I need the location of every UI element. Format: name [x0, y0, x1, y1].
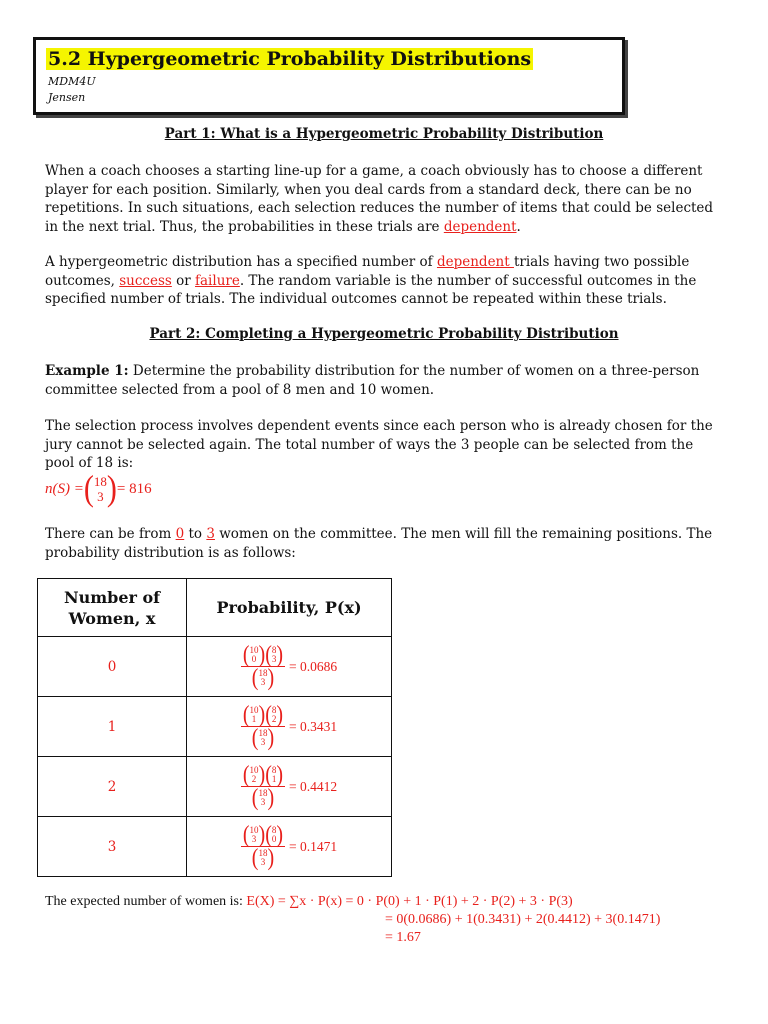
range-text-c: women on the committee. The men will fill the remaining positions. The probability distribution is as follows:	[45, 526, 713, 561]
binomial: ( 10 1 )	[242, 701, 266, 729]
probability-value: = 0.3431	[289, 718, 338, 734]
keyword-failure: failure	[195, 272, 240, 289]
binom-top: 18	[258, 788, 268, 798]
binom-top: 18	[258, 848, 268, 858]
binom-top: 8	[271, 765, 277, 775]
part1-p2-text-a: A hypergeometric distribution has a specified number of	[45, 254, 437, 270]
probability-value: = 0.0686	[289, 658, 338, 674]
cell-probability	[187, 757, 392, 817]
col1-line1: Number of	[63, 587, 161, 607]
binom-top: 10	[249, 765, 259, 775]
table-row	[38, 757, 392, 817]
cell-x: 3	[38, 817, 187, 877]
keyword-dependent-2: dependent	[436, 254, 514, 270]
part1-paragraph-1	[45, 162, 725, 236]
expected-label: The expected number of women is:	[45, 894, 247, 909]
binomial: ( 18 3 )	[251, 664, 275, 692]
binomial: ( 18 3 )	[251, 784, 275, 812]
probability-value: = 0.1471	[289, 838, 338, 854]
binom-top: 10	[249, 825, 259, 835]
binom-top: 10	[249, 705, 259, 715]
range-max: 3	[206, 526, 215, 542]
binom-bottom: 3	[260, 857, 266, 867]
expected-line-1: E(X) = ∑x · P(x) = 0 · P(0) + 1 · P(1) + 2 · P(2) + 3 · P(3)	[246, 894, 573, 909]
probability-fraction	[241, 821, 338, 872]
expected-value	[45, 893, 725, 912]
selection-paragraph: The selection process involves dependent events since each person who is already chosen for the jury cannot be selected again. The total number of ways the 3 people can be selected from the pool of 18 is:	[45, 418, 713, 471]
probability-value: = 0.4412	[289, 778, 338, 794]
probability-fraction	[241, 701, 338, 752]
teacher-name: Jensen	[48, 91, 86, 104]
binom-bottom: 3	[271, 654, 277, 664]
binom-bottom: 3	[260, 797, 266, 807]
part1-p2-text-d: . The random variable is the number of successful outcomes in the specified number of trials. The individual outcomes cannot be repeated within these trials.	[45, 272, 697, 307]
sample-space-formula	[45, 468, 725, 509]
cell-x: 2	[38, 757, 187, 817]
part1-p1-text: When a coach chooses a starting line-up for a game, a coach obviously has to choose a different player for each position. Similarly, when you deal cards from a standard deck, there can be no repetitions. In such situations, each selection reduces the number of items that could be selected in the next trial. Thus, the probabilities in these trials are	[45, 163, 714, 235]
example-1	[45, 362, 725, 399]
range-text-b: to	[184, 526, 207, 542]
probability-distribution-table	[37, 578, 392, 877]
binom-bottom: 3	[260, 677, 266, 687]
binom-bottom: 3	[251, 834, 257, 844]
keyword-dependent: dependent	[443, 218, 517, 235]
binom-top: 18	[93, 474, 107, 489]
probability-fraction	[241, 641, 338, 692]
binom-bottom: 0	[251, 654, 257, 664]
binom-top: 8	[271, 705, 277, 715]
binomial: ( 18 3 )	[251, 844, 275, 872]
binom-top: 10	[249, 645, 259, 655]
binom-bottom: 2	[271, 714, 277, 724]
binomial: ( 10 3 )	[242, 821, 266, 849]
example-label: Example 1:	[45, 363, 129, 379]
range-min: 0	[175, 526, 185, 542]
binomial: ( 8 2 )	[265, 701, 284, 729]
binom-bottom: 2	[251, 774, 257, 784]
cell-probability	[187, 637, 392, 697]
keyword-success: success	[119, 272, 172, 289]
range-text-a: There can be from	[45, 526, 176, 542]
part1-p2-text-c: or	[171, 272, 196, 289]
probability-fraction	[241, 761, 338, 812]
col1-line2: Women, x	[68, 608, 156, 628]
table-row	[38, 697, 392, 757]
table-row	[38, 637, 392, 697]
example-text: Determine the probability distribution for the number of women on a three-person committee selected from a pool of 8 men and 10 women.	[45, 363, 700, 398]
binomial: ( 8 3 )	[265, 641, 284, 669]
binomial-18-3: ( 18 3 )	[83, 468, 117, 509]
range-paragraph	[45, 525, 725, 562]
part2-heading: Part 2: Completing a Hypergeometric Probability Distribution	[149, 326, 619, 342]
part1-heading: Part 1: What is a Hypergeometric Probability Distribution	[164, 126, 604, 142]
binom-top: 8	[271, 645, 277, 655]
cell-probability	[187, 817, 392, 877]
ns-rhs: = 816	[116, 480, 152, 497]
binomial: ( 10 0 )	[242, 641, 266, 669]
col-header-women	[38, 579, 187, 637]
cell-x: 1	[38, 697, 187, 757]
binomial: ( 8 1 )	[265, 761, 284, 789]
col-header-probability: Probability, P(x)	[187, 579, 392, 637]
expected-line-2: = 0(0.0686) + 1(0.3431) + 2(0.4412) + 3(0.1471)	[385, 912, 661, 927]
binom-bottom: 3	[260, 737, 266, 747]
binomial: ( 8 0 )	[265, 821, 284, 849]
binom-bottom: 3	[97, 489, 104, 504]
cell-x: 0	[38, 637, 187, 697]
binom-top: 8	[271, 825, 277, 835]
course-code: MDM4U	[48, 75, 96, 88]
ns-lhs: n(S) =	[45, 480, 84, 497]
binomial: ( 10 2 )	[242, 761, 266, 789]
part1-p2-text-b: trials having two possible outcomes,	[45, 254, 690, 289]
binom-top: 18	[258, 668, 268, 678]
binom-top: 18	[258, 728, 268, 738]
cell-probability	[187, 697, 392, 757]
part1-paragraph-2	[45, 253, 725, 309]
binom-bottom: 1	[271, 774, 277, 784]
table-row	[38, 817, 392, 877]
binom-bottom: 1	[251, 714, 257, 724]
binom-bottom: 0	[271, 834, 277, 844]
part1-p1-end: .	[516, 218, 521, 235]
expected-line-3: = 1.67	[385, 930, 421, 945]
page-title: 5.2 Hypergeometric Probability Distributions	[48, 48, 532, 70]
binomial: ( 18 3 )	[251, 724, 275, 752]
title-box	[33, 37, 625, 115]
table-header-row	[38, 579, 392, 637]
